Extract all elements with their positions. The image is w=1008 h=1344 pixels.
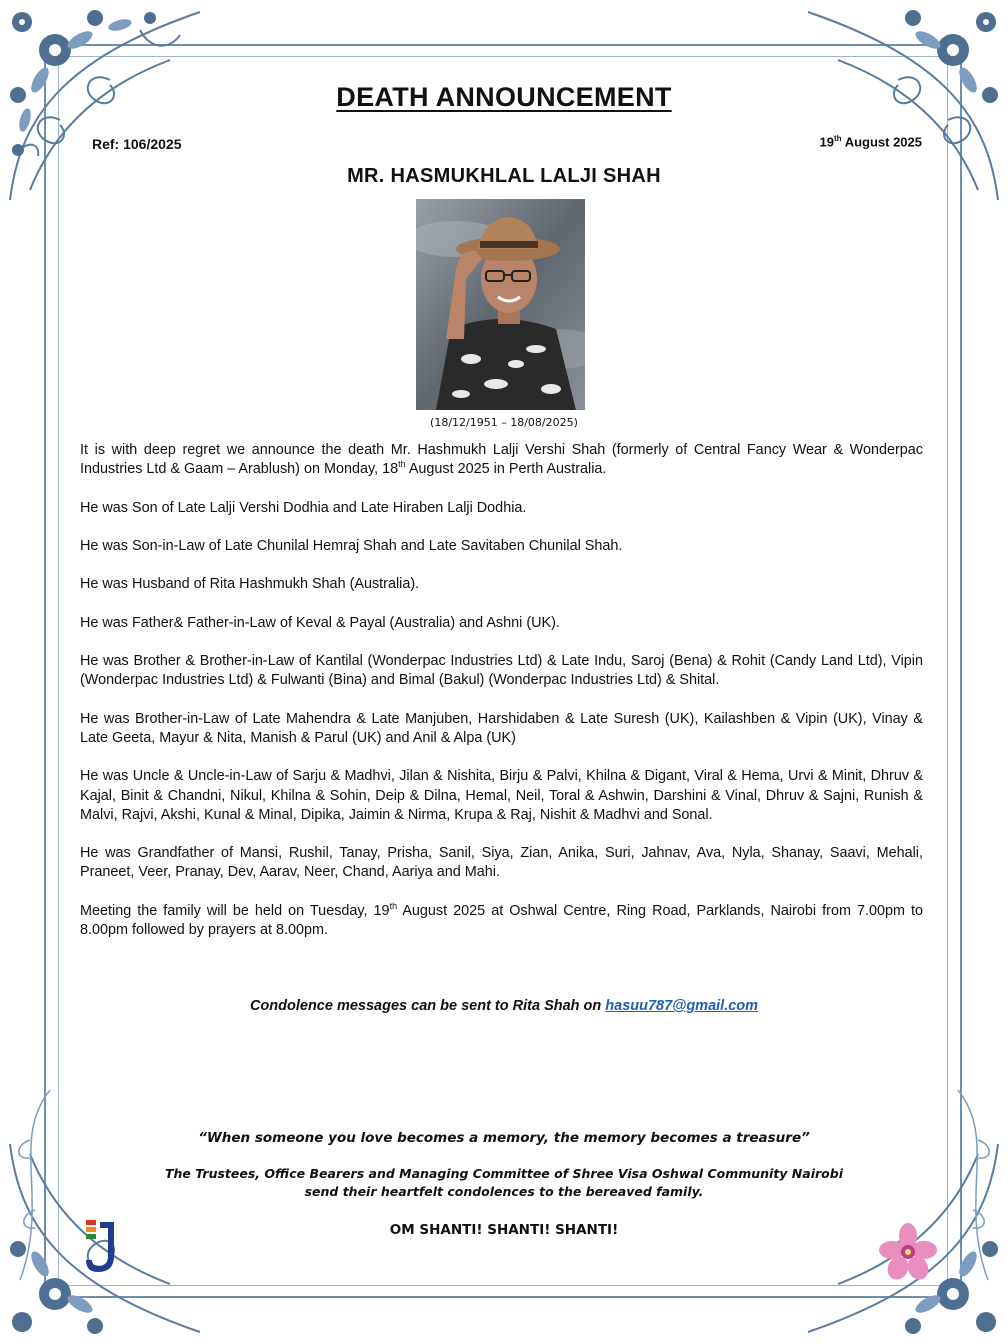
body-paragraph: He was Husband of Rita Hashmukh Shah (Australia). <box>80 576 420 593</box>
condolence-line: Condolence messages can be sent to Rita Shah on hasuu787@gmail.com <box>249 998 759 1014</box>
vine-ornament-icon <box>948 1080 1008 1340</box>
om-shanti: OM SHANTI! SHANTI! SHANTI! <box>389 1222 619 1238</box>
reference-number: Ref: 106/2025 <box>92 136 182 152</box>
body-paragraph: He was Father& Father-in-Law of Keval & Payal (Australia) and Ashni (UK). <box>80 614 560 631</box>
deceased-name: MR. HASMUKHLAL LALJI SHAH <box>347 165 661 187</box>
body-paragraph: He was Brother-in-Law of Late Mahendra & Late Manjuben, Harshidaben & Late Suresh (UK), Kailashben & Vipin (UK), Vinay & Late Geeta, Mayur & Nita, Manish & Parul (UK) and Anil & Alpa (UK) <box>80 710 923 746</box>
condolence-email-link[interactable]: hasuu787@gmail.com <box>605 998 759 1014</box>
vine-ornament-icon <box>0 1080 60 1340</box>
life-dates: (18/12/1951 – 18/08/2025) <box>430 416 578 429</box>
body-paragraph: It is with deep regret we announce the death Mr. Hashmukh Lalji Vershi Shah (formerly of Central Fancy Wear & Wonderpac Industries Ltd & Gaam – Arablush) on Monday, 18th August 2025 in Perth Australia. <box>80 442 923 478</box>
body-paragraph: He was Grandfather of Mansi, Rushil, Tanay, Prisha, Sanil, Siya, Zian, Anika, Suri, Jahnav, Ava, Nyla, Shanay, Saavi, Mehali, Praneet, Veer, Pranay, Dev, Aarav, Neer, Chand, Aariya and Mahi. <box>80 845 923 881</box>
trustees-message: The Trustees, Office Bearers and Managing Committee of Shree Visa Oshwal Community Nairobi send their heartfelt condolences to the bereaved family. <box>165 1166 843 1199</box>
body-paragraph: Meeting the family will be held on Tuesday, 19th August 2025 at Oshwal Centre, Ring Road, Parklands, Nairobi from 7.00pm to 8.00pm followed by prayers at 8.00pm. <box>80 900 923 938</box>
body-paragraph: He was Son of Late Lalji Vershi Dodhia and Late Hiraben Lalji Dodhia. <box>80 499 527 516</box>
page-title: DEATH ANNOUNCEMENT <box>336 82 672 112</box>
announcement-date: 19th August 2025 <box>819 134 922 150</box>
body-paragraph: He was Son-in-Law of Late Chunilal Hemraj Shah and Late Savitaben Chunilal Shah. <box>80 537 623 554</box>
community-logo-icon <box>80 1216 120 1276</box>
body-paragraph: He was Brother & Brother-in-Law of Kantilal (Wonderpac Industries Ltd) & Late Indu, Saroj (Bena) & Rohit (Candy Land Ltd), Vipin (Wonderpac Industries Ltd) & Fulwanti (Bina) and Bimal (Bakul) (Wonderpac Industries Ltd) & Shital. <box>80 653 923 689</box>
announcement-body <box>80 441 923 959</box>
portrait-photo <box>416 199 585 410</box>
orchid-flower-icon <box>878 1222 938 1282</box>
memorial-quote: “When someone you love becomes a memory, the memory becomes a treasure” <box>198 1130 810 1146</box>
body-paragraph: He was Uncle & Uncle-in-Law of Sarju & Madhvi, Jilan & Nishita, Birju & Palvi, Khilna & Digant, Viral & Hema, Urvi & Minit, Dhruv & Kajal, Binit & Chandni, Nikul, Khilna & Sohin, Deip & Dilna, Hemal, Neil, Toral & Ashwin, Darshini & Vinal, Dhruv & Sajni, Runish & Malvi, Rajvi, Akshi, Kunal & Minal, Dipika, Jaimin & Nirma, Krupa & Raj, Nishit & Madhvi and Sonal. <box>80 768 923 823</box>
